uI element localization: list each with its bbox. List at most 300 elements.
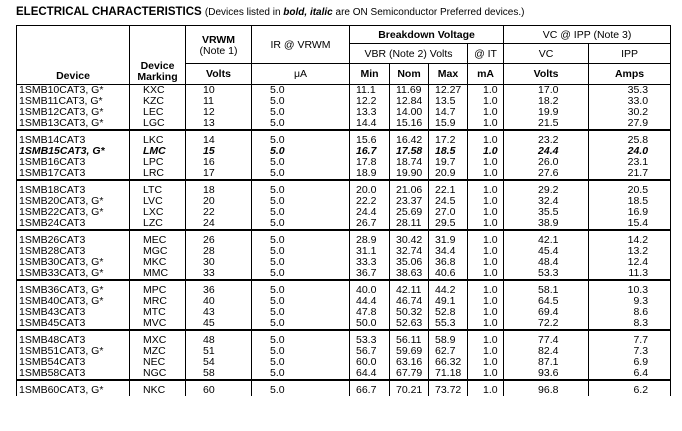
table-cell: 5.0	[270, 167, 285, 179]
table-cell: 72.2	[538, 317, 559, 329]
table-row-group	[17, 385, 671, 396]
table-cell: 1.0	[483, 156, 498, 168]
table-cell: 5.0	[270, 284, 285, 296]
table-cell: 36	[203, 284, 215, 296]
table-cell: 1.0	[483, 195, 498, 207]
table-cell: 19.90	[396, 167, 423, 179]
table-cell: 5.0	[270, 317, 285, 329]
table-row-group	[17, 335, 671, 380]
table-cell: 1.0	[483, 367, 498, 379]
table-cell: 5.0	[270, 95, 285, 107]
table-cell: 13.2	[627, 245, 649, 257]
table-body	[17, 85, 671, 397]
table-cell: LTC	[143, 184, 163, 196]
table-cell: 30.42	[396, 234, 423, 246]
table-cell: 25.69	[396, 206, 423, 218]
table-cell: 55.3	[435, 317, 456, 329]
cell-it	[468, 85, 504, 131]
table-cell: KXC	[143, 84, 165, 96]
table-cell: 42.1	[538, 234, 559, 246]
table-cell: MXC	[143, 334, 167, 346]
table-row-group	[17, 185, 671, 230]
cell-marking	[130, 385, 186, 396]
table-cell: 1SMB12CAT3, G*	[19, 106, 104, 118]
table-cell: 9.3	[633, 295, 649, 307]
table-cell: 1.0	[483, 234, 498, 246]
table-cell: 46.74	[396, 295, 423, 307]
table-cell: 5.0	[270, 384, 285, 396]
cell-max	[429, 285, 468, 330]
title-main: ELECTRICAL CHARACTERISTICS	[16, 6, 202, 18]
table-cell: LZC	[143, 217, 163, 229]
table-cell: LMC	[143, 145, 166, 157]
table-cell: 1SMB11CAT3, G*	[19, 95, 103, 107]
table-cell: 71.18	[435, 367, 462, 379]
table-cell: 52.63	[396, 317, 423, 329]
table-cell: 29.2	[538, 184, 559, 196]
table-cell: 10.3	[627, 284, 649, 296]
table-cell: 5.0	[270, 106, 285, 118]
table-cell: 1.0	[483, 167, 498, 179]
table-cell: 23.1	[627, 156, 649, 168]
cell-vrwm	[186, 285, 252, 330]
col-device: Device	[17, 26, 130, 85]
table-cell: LKC	[143, 134, 164, 146]
table-cell: 18.74	[396, 156, 423, 168]
table-cell: 5.0	[270, 84, 285, 96]
table-cell: MTC	[143, 306, 166, 318]
table-cell: 1SMB18CAT3	[19, 184, 86, 196]
cell-ipp	[589, 235, 671, 280]
table-cell: 13.3	[356, 106, 377, 118]
col-vrwm-label: VRWM	[201, 33, 236, 46]
table-cell: 7.7	[633, 334, 649, 346]
table-cell: 62.7	[435, 345, 456, 357]
table-cell: 5.0	[270, 134, 285, 146]
cell-it	[468, 185, 504, 230]
cell-nom	[390, 285, 429, 330]
table-cell: 1.0	[483, 334, 498, 346]
table-cell: 45	[203, 317, 215, 329]
table-cell: 1SMB60CAT3, G*	[19, 384, 104, 396]
table-cell: 32.74	[396, 245, 423, 257]
table-cell: 1.0	[483, 134, 498, 146]
table-cell: 5.0	[270, 306, 285, 318]
cell-ipp	[589, 85, 671, 131]
table-cell: 1.0	[483, 117, 498, 129]
cell-min	[350, 335, 390, 380]
table-cell: 5.0	[270, 345, 285, 357]
table-cell: 1.0	[483, 106, 498, 118]
table-cell: 96.8	[538, 384, 559, 396]
table-cell: 23.37	[396, 195, 423, 207]
table-cell: 34.4	[435, 245, 456, 257]
table-cell: 51	[203, 345, 215, 357]
table-cell: 13.5	[435, 95, 456, 107]
cell-ir	[252, 185, 350, 230]
table-cell: 58	[203, 367, 215, 379]
table-cell: 44.4	[356, 295, 377, 307]
table-cell: 32.4	[538, 195, 559, 207]
table-cell: 1SMB30CAT3, G*	[19, 256, 104, 268]
cell-marking	[130, 335, 186, 380]
table-cell: 14.2	[627, 234, 649, 246]
table-cell: 1.0	[483, 245, 498, 257]
cell-device	[17, 85, 130, 131]
cell-vrwm	[186, 185, 252, 230]
table-cell: 15.9	[435, 117, 456, 129]
col-ipp: IPP	[589, 44, 671, 64]
table-cell: 1.0	[483, 84, 498, 96]
table-cell: 38.63	[396, 267, 423, 279]
table-cell: 1SMB24CAT3	[19, 217, 86, 229]
cell-it	[468, 235, 504, 280]
table-cell: 1SMB45CAT3	[19, 317, 86, 329]
table-cell: 10	[203, 84, 215, 96]
table-cell: 5.0	[270, 234, 285, 246]
table-cell: 5.0	[270, 356, 285, 368]
table-cell: 18.5	[627, 195, 649, 207]
unit-min: Min	[350, 64, 390, 85]
col-vc: VC	[504, 44, 589, 64]
table-cell: 66.7	[356, 384, 377, 396]
table-cell: 5.0	[270, 117, 285, 129]
cell-vc	[504, 135, 589, 180]
table-cell: 50.0	[356, 317, 377, 329]
table-cell: 20.0	[356, 184, 377, 196]
table-cell: 17.8	[356, 156, 377, 168]
table-cell: 5.0	[270, 206, 285, 218]
cell-max	[429, 335, 468, 380]
document-title	[16, 6, 524, 18]
table-cell: 26.7	[356, 217, 377, 229]
cell-nom	[390, 85, 429, 131]
table-cell: 5.0	[270, 195, 285, 207]
table-cell: 14	[203, 134, 215, 146]
table-cell: 35.3	[627, 84, 649, 96]
col-marking	[130, 26, 186, 85]
table-cell: 11.1	[356, 84, 376, 96]
table-cell: 40.0	[356, 284, 377, 296]
table-cell: 24.0	[627, 145, 649, 157]
table-cell: 66.32	[435, 356, 462, 368]
table-cell: 1SMB16CAT3	[19, 156, 86, 168]
table-cell: 24	[203, 217, 215, 229]
table-cell: 16.42	[396, 134, 423, 146]
table-cell: 1.0	[483, 317, 498, 329]
cell-max	[429, 385, 468, 396]
table-cell: 1SMB20CAT3, G*	[19, 195, 104, 207]
table-cell: 1SMB10CAT3, G*	[19, 84, 104, 96]
cell-ir	[252, 135, 350, 180]
col-vrwm-note: (Note 1)	[199, 44, 238, 57]
unit-vc: Volts	[504, 64, 589, 85]
table-cell: 54	[203, 356, 215, 368]
table-cell: 40	[203, 295, 215, 307]
table-cell: 6.2	[633, 384, 649, 396]
cell-device	[17, 135, 130, 180]
table-cell: 18.9	[356, 167, 377, 179]
table-cell: 43	[203, 306, 215, 318]
unit-vrwm: Volts	[186, 64, 252, 85]
table-cell: 1SMB43CAT3	[19, 306, 86, 318]
table-cell: 13	[203, 117, 215, 129]
table-cell: 21.06	[396, 184, 423, 196]
table-cell: 1.0	[483, 256, 498, 268]
table-cell: 14.7	[435, 106, 456, 118]
cell-ipp	[589, 385, 671, 396]
table-cell: 25.8	[627, 134, 649, 146]
cell-nom	[390, 335, 429, 380]
unit-ipp: Amps	[589, 64, 671, 85]
table-cell: 64.5	[538, 295, 559, 307]
cell-max	[429, 85, 468, 131]
table-cell: 93.6	[538, 367, 559, 379]
table-cell: 5.0	[270, 245, 285, 257]
table-cell: 1.0	[483, 145, 498, 157]
table-cell: 17	[203, 167, 215, 179]
cell-vc	[504, 385, 589, 396]
cell-marking	[130, 85, 186, 131]
table-cell: 15.6	[356, 134, 377, 146]
table-cell: 44.2	[435, 284, 456, 296]
table-cell: 1SMB26CAT3	[19, 234, 86, 246]
table-cell: 69.4	[538, 306, 559, 318]
table-cell: MRC	[143, 295, 167, 307]
table-row-group	[17, 135, 671, 180]
table-cell: 56.7	[356, 345, 377, 357]
title-note	[205, 7, 525, 18]
table-cell: 5.0	[270, 267, 285, 279]
unit-nom: Nom	[390, 64, 429, 85]
table-cell: 18.5	[435, 145, 456, 157]
electrical-characteristics-table	[16, 25, 671, 396]
col-breakdown-voltage: Breakdown Voltage	[350, 26, 504, 44]
cell-ipp	[589, 135, 671, 180]
table-cell: 5.0	[270, 367, 285, 379]
table-cell: 36.7	[356, 267, 377, 279]
table-cell: 17.0	[538, 84, 559, 96]
table-cell: 1.0	[483, 306, 498, 318]
cell-min	[350, 385, 390, 396]
cell-max	[429, 185, 468, 230]
cell-it	[468, 335, 504, 380]
table-cell: 1SMB22CAT3, G*	[19, 206, 104, 218]
table-cell: 16	[203, 156, 215, 168]
cell-min	[350, 85, 390, 131]
table-cell: 21.5	[538, 117, 559, 129]
table-cell: 1.0	[483, 95, 498, 107]
table-cell: 12.84	[396, 95, 423, 107]
table-cell: 73.72	[435, 384, 462, 396]
table-cell: 50.32	[396, 306, 423, 318]
table-cell: 6.4	[633, 367, 649, 379]
table-cell: LXC	[143, 206, 164, 218]
table-cell: 1SMB13CAT3, G*	[19, 117, 104, 129]
table-cell: MMC	[143, 267, 169, 279]
table-cell: 1.0	[483, 217, 498, 229]
table-cell: 22.1	[435, 184, 456, 196]
table-cell: 1.0	[483, 356, 498, 368]
table-cell: 5.0	[270, 334, 285, 346]
table-cell: MEC	[143, 234, 167, 246]
table-cell: 22.2	[356, 195, 377, 207]
table-cell: 18	[203, 184, 215, 196]
col-vbr: VBR (Note 2) Volts	[350, 44, 468, 64]
cell-vrwm	[186, 335, 252, 380]
cell-vc	[504, 85, 589, 131]
table-cell: 8.6	[633, 306, 649, 318]
table-cell: 58.9	[435, 334, 456, 346]
table-cell: 11.69	[396, 84, 422, 96]
table-cell: 11.3	[628, 267, 649, 279]
table-cell: LPC	[143, 156, 164, 168]
cell-min	[350, 135, 390, 180]
table-cell: 38.9	[538, 217, 559, 229]
cell-min	[350, 185, 390, 230]
table-cell: 16.9	[627, 206, 649, 218]
table-cell: 1.0	[483, 295, 498, 307]
cell-nom	[390, 185, 429, 230]
title-note-bold: bold, italic	[283, 7, 333, 18]
table-cell: 56.11	[396, 334, 422, 346]
table-cell: 7.3	[633, 345, 649, 357]
cell-it	[468, 285, 504, 330]
table-cell: 42.11	[396, 284, 422, 296]
table-cell: 64.4	[356, 367, 377, 379]
table-cell: 1SMB15CAT3, G*	[19, 145, 105, 157]
table-cell: 28.11	[396, 217, 422, 229]
table-cell: 1.0	[483, 284, 498, 296]
cell-vrwm	[186, 235, 252, 280]
table-cell: 20.5	[627, 184, 649, 196]
table-cell: 26	[203, 234, 215, 246]
table-cell: 5.0	[270, 217, 285, 229]
table-header	[17, 26, 671, 85]
col-marking-line2: Marking	[137, 71, 178, 83]
table-cell: 28.9	[356, 234, 377, 246]
cell-ipp	[589, 285, 671, 330]
cell-nom	[390, 385, 429, 396]
unit-ir: μA	[252, 64, 350, 85]
table-cell: 12.4	[627, 256, 649, 268]
table-cell: 27.9	[627, 117, 649, 129]
cell-marking	[130, 285, 186, 330]
table-cell: NKC	[143, 384, 166, 396]
table-cell: 1SMB36CAT3, G*	[19, 284, 104, 296]
table-cell: LGC	[143, 117, 165, 129]
table-cell: 27.0	[435, 206, 456, 218]
table-cell: 12	[203, 106, 215, 118]
table-cell: 5.0	[270, 184, 285, 196]
title-note-close: are ON Semiconductor Preferred devices.)	[332, 7, 525, 18]
cell-max	[429, 235, 468, 280]
table-cell: 59.69	[396, 345, 423, 357]
table-cell: 31.9	[435, 234, 456, 246]
cell-it	[468, 135, 504, 180]
cell-ipp	[589, 185, 671, 230]
table-cell: 53.3	[538, 267, 559, 279]
unit-it: mA	[468, 64, 504, 85]
cell-vc	[504, 335, 589, 380]
table-cell: 33.3	[356, 256, 377, 268]
table-cell: 1.0	[483, 384, 498, 396]
table-cell: 67.79	[396, 367, 423, 379]
table-cell: 5.0	[270, 256, 285, 268]
cell-max	[429, 135, 468, 180]
table-cell: 29.5	[435, 217, 456, 229]
table-cell: 28	[203, 245, 215, 257]
table-cell: 20	[203, 195, 215, 207]
table-cell: 21.7	[627, 167, 649, 179]
table-cell: MKC	[143, 256, 167, 268]
table-cell: 60.0	[356, 356, 377, 368]
table-cell: 40.6	[435, 267, 456, 279]
table-cell: 58.1	[538, 284, 559, 296]
table-cell: MZC	[143, 345, 166, 357]
table-cell: 30	[203, 256, 215, 268]
cell-device	[17, 335, 130, 380]
table-cell: 1SMB14CAT3	[19, 134, 86, 146]
table-cell: 15.4	[627, 217, 649, 229]
table-cell: 35.5	[538, 206, 559, 218]
table-cell: 5.0	[270, 295, 285, 307]
col-vrwm	[186, 26, 252, 64]
cell-min	[350, 235, 390, 280]
table-cell: 35.06	[396, 256, 423, 268]
table-cell: 14.00	[396, 106, 423, 118]
table-cell: 19.9	[538, 106, 559, 118]
cell-vrwm	[186, 85, 252, 131]
table-cell: 30.2	[627, 106, 649, 118]
table-cell: 19.7	[435, 156, 456, 168]
cell-ir	[252, 385, 350, 396]
table-cell: 14.4	[356, 117, 377, 129]
table-cell: 1SMB51CAT3, G*	[19, 345, 104, 357]
cell-vc	[504, 235, 589, 280]
cell-nom	[390, 135, 429, 180]
table-cell: 16.7	[356, 145, 377, 157]
table-cell: 11	[203, 95, 214, 107]
table-cell: 47.8	[356, 306, 377, 318]
cell-device	[17, 185, 130, 230]
table-cell: 33.0	[627, 95, 649, 107]
table-cell: 27.6	[538, 167, 559, 179]
table-cell: 1.0	[483, 206, 498, 218]
table-cell: 18.2	[538, 95, 559, 107]
table-cell: 24.4	[538, 145, 559, 157]
table-cell: 1.0	[483, 267, 498, 279]
table-cell: 1.0	[483, 345, 498, 357]
table-cell: 70.21	[396, 384, 423, 396]
title-note-open: (Devices listed in	[204, 7, 284, 18]
table-cell: 48.4	[538, 256, 559, 268]
table-cell: 48	[203, 334, 215, 346]
table-cell: 15.16	[396, 117, 423, 129]
table-cell: 23.2	[538, 134, 559, 146]
table-cell: MGC	[143, 245, 168, 257]
table-cell: 17.58	[396, 145, 423, 157]
cell-ir	[252, 85, 350, 131]
table-cell: 1SMB17CAT3	[19, 167, 86, 179]
table-row-group	[17, 85, 671, 131]
table-cell: MPC	[143, 284, 167, 296]
table-cell: 60	[203, 384, 215, 396]
cell-device	[17, 285, 130, 330]
table-cell: 12.2	[356, 95, 377, 107]
table-cell: MVC	[143, 317, 167, 329]
cell-device	[17, 235, 130, 280]
